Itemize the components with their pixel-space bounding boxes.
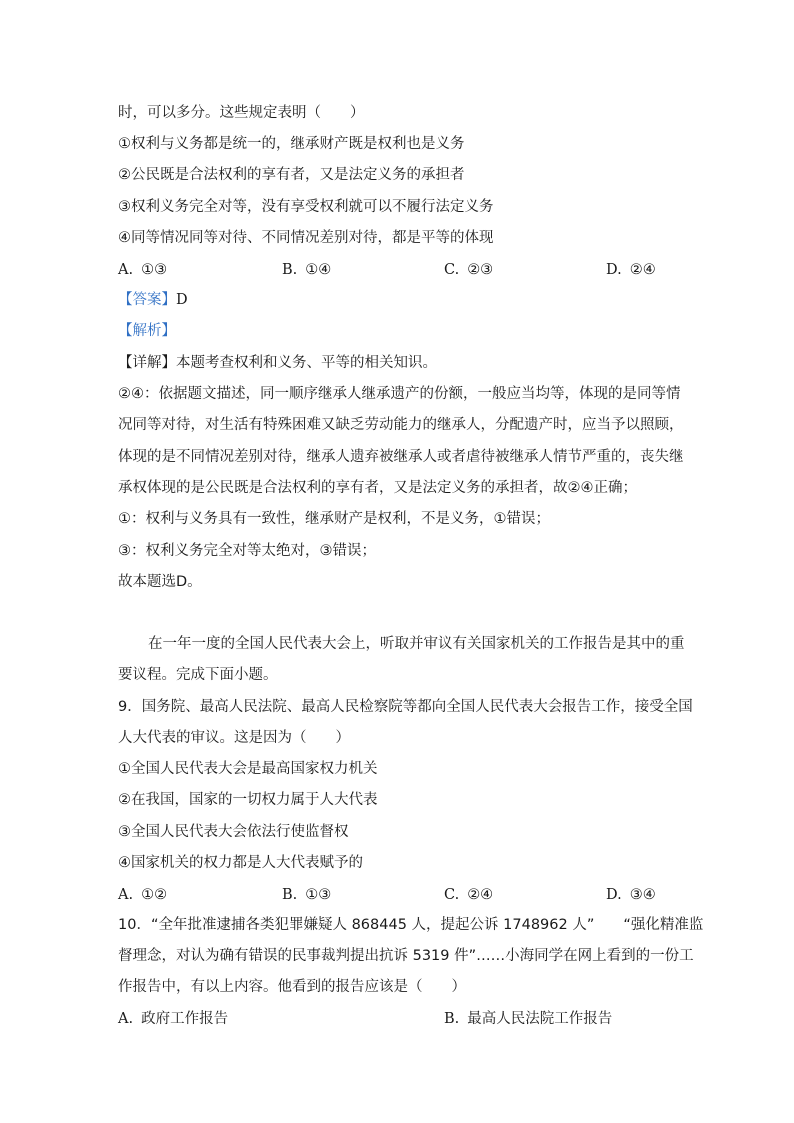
explanation-line-6: ③：权利义务完全对等太绝对，③错误； [118,543,376,559]
q9-item-1: ①全国人民代表大会是最高国家权力机关 [118,761,378,777]
q8-option-d [606,260,656,280]
option-letter: B. [282,262,298,278]
q8-item-1: ①权利与义务都是统一的，继承财产既是权利也是义务 [118,136,465,152]
intro-line-1: 在一年一度的全国人民代表大会上，听取并审议有关国家机关的工作报告是其中的重 [148,636,685,652]
detail-label: 【详解】 [118,355,176,371]
q10-stem-line-1: 10．“全年批准逮捕各类犯罪嫌疑人 868445 人，提起公诉 1748962 人” “强化精准监 [118,917,704,933]
q8-option-c [444,260,493,280]
option-text: ①③ [141,262,168,278]
option-letter: D. [606,262,622,278]
q10-options [118,1009,678,1029]
explanation-line-3: 体现的是不同情况差别对待，继承人遗弃被继承人或者虐待被继承人情节严重的，丧失继 [118,449,684,465]
option-letter: C. [444,262,460,278]
q9-item-4: ④国家机关的权力都是人大代表赋予的 [118,855,363,871]
option-letter: A. [118,262,134,278]
q9-stem-line-1: 9．国务院、最高人民法院、最高人民检察院等都向全国人民代表大会报告工作，接受全国 [118,699,693,715]
q9-item-2: ②在我国，国家的一切权力属于人大代表 [118,792,378,808]
q9-option-c [444,885,493,905]
answer-label: 【答案】 [118,292,176,308]
option-text: ③④ [629,887,656,903]
q10-stem-line-3: 作报告中，有以上内容。他看到的报告应该是（ ） [118,979,466,995]
q8-answer-line [118,290,188,310]
option-text: ②④ [467,887,494,903]
analysis-label: 【解析】 [118,323,176,339]
answer-value: D [176,292,188,308]
option-letter: C. [444,887,460,903]
q9-option-d [606,885,656,905]
detail-line [118,353,437,373]
q9-options [118,885,678,905]
q9-stem-line-2: 人大代表的审议。这是因为（ ） [118,730,350,746]
option-letter: A. [118,1011,134,1027]
q9-item-3: ③全国人民代表大会依法行使监督权 [118,824,349,840]
q8-option-a [118,260,167,280]
q10-option-a [118,1009,228,1029]
q9-option-a [118,885,167,905]
option-text: 最高人民法院工作报告 [467,1011,613,1027]
option-text: ①③ [305,887,332,903]
option-letter: D. [606,887,622,903]
q8-item-3: ③权利义务完全对等，没有享受权利就可以不履行法定义务 [118,199,494,215]
detail-text: 本题考查权利和义务、平等的相关知识。 [176,355,437,371]
q8-options [118,260,678,280]
q8-item-4: ④同等情况同等对待、不同情况差别对待，都是平等的体现 [118,230,494,246]
q8-option-b [282,260,331,280]
option-letter: B. [444,1011,460,1027]
explanation-line-5: ①：权利与义务具有一致性，继承财产是权利，不是义务，①错误； [118,511,550,527]
option-text: ②③ [467,262,494,278]
option-letter: A. [118,887,134,903]
explanation-line-4: 承权体现的是公民既是合法权利的享有者，又是法定义务的承担者，故②④正确； [118,480,637,496]
option-text: ①④ [305,262,332,278]
intro-line-2: 要议程。完成下面小题。 [118,667,278,683]
explanation-line-1: ②④：依据题文描述，同一顺序继承人继承遗产的份额，一般应当均等，体现的是同等情 [118,386,681,402]
option-text: 政府工作报告 [141,1011,229,1027]
option-text: ①② [141,887,168,903]
explanation-conclusion: 故本题选D。 [118,574,202,590]
q9-option-b [282,885,331,905]
q10-stem-line-2: 督理念，对认为确有错误的民事裁判提出抗诉 5319 件”……小海同学在网上看到的一份工 [118,948,694,964]
q8-stem-tail: 时，可以多分。这些规定表明（ ） [118,105,365,121]
option-text: ②④ [629,262,656,278]
option-letter: B. [282,887,298,903]
explanation-line-2: 况同等对待，对生活有特殊困难又缺乏劳动能力的继承人，分配遗产时，应当予以照顾， [118,417,684,433]
q10-option-b [444,1009,612,1029]
q8-item-2: ②公民既是合法权利的享有者，又是法定义务的承担者 [118,167,465,183]
